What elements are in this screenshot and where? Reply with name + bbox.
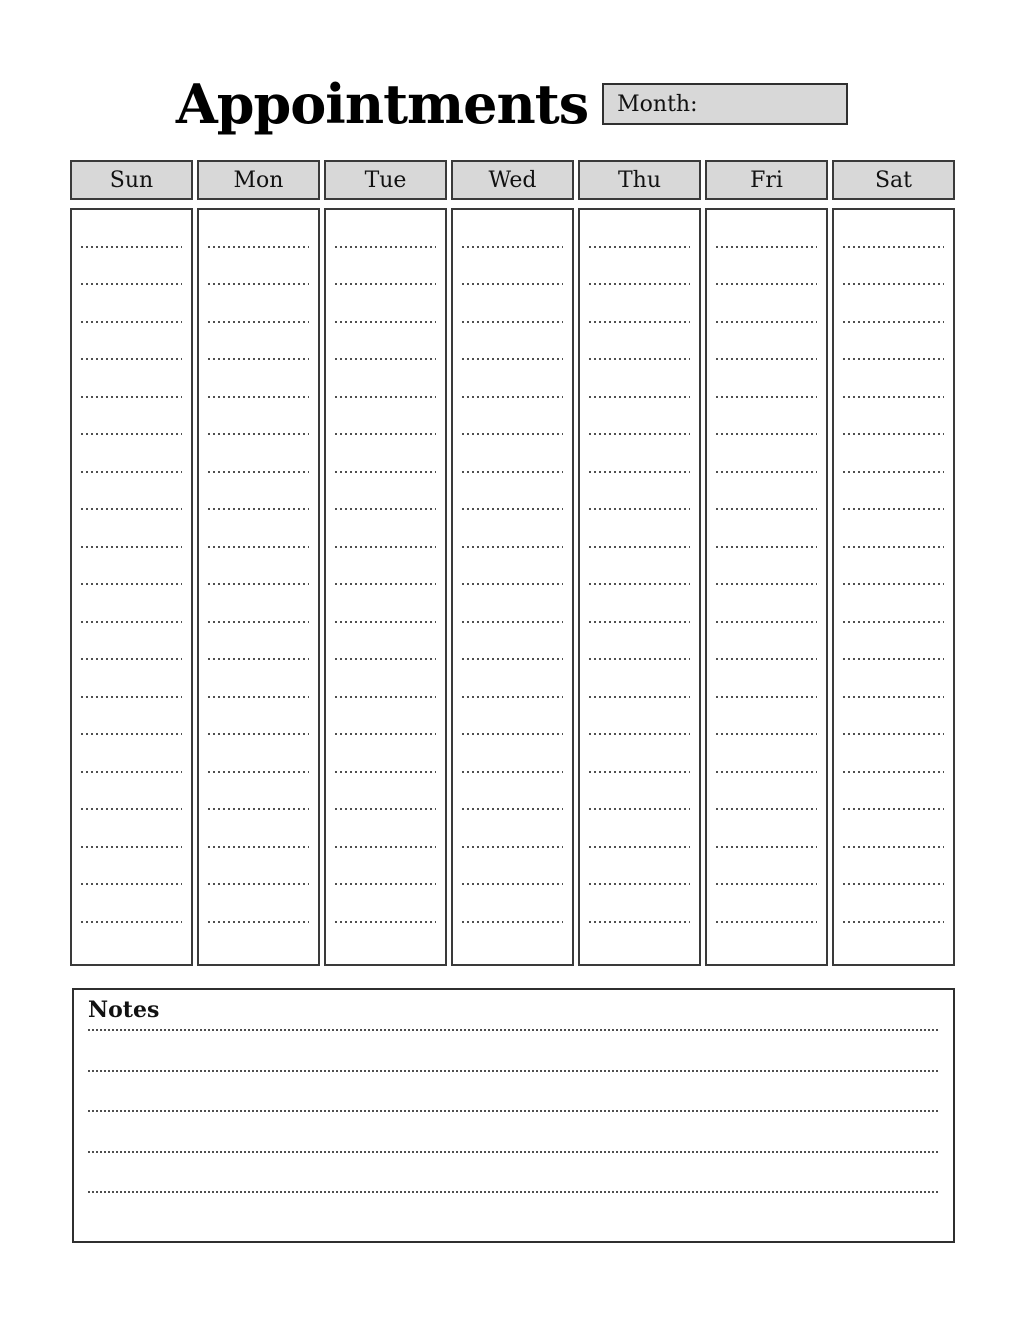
appointment-line <box>208 398 309 436</box>
appointment-line <box>716 323 817 361</box>
appointment-line <box>81 585 182 623</box>
day-header-thu: Thu <box>578 160 701 200</box>
appointment-line <box>208 585 309 623</box>
appointment-line <box>81 623 182 661</box>
appointment-line <box>589 398 690 436</box>
appointment-line <box>589 810 690 848</box>
appointment-line <box>843 698 944 736</box>
appointment-line <box>81 548 182 586</box>
appointment-line <box>716 885 817 923</box>
appointment-line <box>81 323 182 361</box>
appointment-line <box>843 585 944 623</box>
appointment-line <box>208 885 309 923</box>
appointment-line <box>335 398 436 436</box>
appointment-line <box>843 660 944 698</box>
appointment-line <box>208 248 309 286</box>
appointment-line <box>843 398 944 436</box>
appointment-line <box>589 735 690 773</box>
appointment-line <box>589 323 690 361</box>
appointment-line <box>589 660 690 698</box>
appointment-line <box>716 548 817 586</box>
appointment-line <box>462 885 563 923</box>
appointment-line <box>208 660 309 698</box>
notes-section <box>72 988 955 1243</box>
appointment-line <box>843 885 944 923</box>
appointment-line <box>81 773 182 811</box>
notes-line <box>88 1153 939 1194</box>
appointment-line <box>589 510 690 548</box>
appointment-line <box>589 210 690 248</box>
day-header-fri: Fri <box>705 160 828 200</box>
appointment-line <box>462 248 563 286</box>
appointment-line <box>462 435 563 473</box>
appointment-line <box>81 285 182 323</box>
appointment-line <box>589 698 690 736</box>
appointment-line <box>589 285 690 323</box>
appointment-line <box>843 623 944 661</box>
appointment-line <box>843 510 944 548</box>
appointment-line <box>462 360 563 398</box>
appointment-line <box>208 848 309 886</box>
day-column-thu <box>578 208 701 966</box>
month-field[interactable] <box>602 83 848 125</box>
page-title: Appointments <box>175 72 589 136</box>
month-field-label: Month: <box>617 91 698 117</box>
appointment-line <box>81 848 182 886</box>
appointment-line <box>589 885 690 923</box>
appointment-line <box>716 660 817 698</box>
appointment-line <box>843 360 944 398</box>
day-column-fri <box>705 208 828 966</box>
appointment-line <box>589 435 690 473</box>
appointment-line <box>843 473 944 511</box>
appointment-line <box>81 810 182 848</box>
appointment-line <box>589 548 690 586</box>
appointment-line <box>843 735 944 773</box>
appointment-line <box>335 473 436 511</box>
appointment-line <box>335 285 436 323</box>
appointment-line <box>208 285 309 323</box>
appointment-line <box>335 510 436 548</box>
appointment-line <box>81 660 182 698</box>
day-header-sat: Sat <box>832 160 955 200</box>
week-grid <box>70 160 955 966</box>
appointment-line <box>716 773 817 811</box>
appointment-line <box>81 473 182 511</box>
appointment-line <box>462 323 563 361</box>
appointment-line <box>843 773 944 811</box>
appointment-line <box>716 623 817 661</box>
appointment-line <box>208 323 309 361</box>
appointment-line <box>335 435 436 473</box>
appointment-line <box>335 323 436 361</box>
appointment-line <box>462 698 563 736</box>
appointment-line <box>208 210 309 248</box>
appointment-line <box>81 360 182 398</box>
week-header-row <box>70 160 955 200</box>
appointment-line <box>462 210 563 248</box>
appointment-line <box>589 623 690 661</box>
appointment-line <box>81 698 182 736</box>
appointment-line <box>81 885 182 923</box>
appointment-line <box>208 810 309 848</box>
appointment-line <box>208 773 309 811</box>
appointment-line <box>589 773 690 811</box>
appointment-line <box>843 548 944 586</box>
appointment-line <box>462 473 563 511</box>
notes-header-row <box>88 990 939 1031</box>
page-header <box>0 58 1024 150</box>
week-columns-row <box>70 208 955 966</box>
appointment-line <box>335 885 436 923</box>
appointment-line <box>462 510 563 548</box>
appointment-line <box>208 548 309 586</box>
appointment-line <box>716 735 817 773</box>
appointment-line <box>335 735 436 773</box>
appointment-line <box>589 360 690 398</box>
appointment-line <box>462 548 563 586</box>
appointment-line <box>81 735 182 773</box>
appointment-line <box>462 810 563 848</box>
appointment-line <box>335 848 436 886</box>
appointment-line <box>81 435 182 473</box>
appointment-line <box>716 435 817 473</box>
appointment-line <box>335 360 436 398</box>
appointment-line <box>843 810 944 848</box>
notes-line <box>88 1031 939 1072</box>
appointment-line <box>589 848 690 886</box>
appointment-line <box>335 585 436 623</box>
appointment-line <box>716 210 817 248</box>
day-header-sun: Sun <box>70 160 193 200</box>
appointment-line <box>462 398 563 436</box>
notes-label: Notes <box>88 997 160 1023</box>
appointment-line <box>716 248 817 286</box>
day-column-wed <box>451 208 574 966</box>
appointment-line <box>716 398 817 436</box>
appointment-line <box>716 473 817 511</box>
day-header-tue: Tue <box>324 160 447 200</box>
day-column-sun <box>70 208 193 966</box>
appointment-line <box>208 360 309 398</box>
notes-line <box>88 1072 939 1113</box>
appointment-line <box>208 735 309 773</box>
appointment-line <box>843 435 944 473</box>
appointment-line <box>716 848 817 886</box>
appointment-line <box>462 773 563 811</box>
appointment-line <box>335 773 436 811</box>
appointment-line <box>843 210 944 248</box>
appointment-line <box>81 398 182 436</box>
appointment-line <box>716 810 817 848</box>
appointment-line <box>716 585 817 623</box>
appointment-line <box>208 698 309 736</box>
appointment-line <box>335 248 436 286</box>
appointment-line <box>81 210 182 248</box>
appointment-line <box>843 248 944 286</box>
appointment-line <box>81 510 182 548</box>
appointment-line <box>843 848 944 886</box>
appointment-line <box>208 510 309 548</box>
day-column-mon <box>197 208 320 966</box>
day-column-sat <box>832 208 955 966</box>
appointment-line <box>462 735 563 773</box>
appointment-line <box>81 248 182 286</box>
appointment-line <box>843 323 944 361</box>
appointment-line <box>843 285 944 323</box>
appointment-line <box>335 698 436 736</box>
notes-lines <box>88 1031 939 1193</box>
day-header-wed: Wed <box>451 160 574 200</box>
appointment-line <box>208 473 309 511</box>
appointment-line <box>716 360 817 398</box>
appointment-line <box>462 285 563 323</box>
appointment-line <box>462 660 563 698</box>
day-header-mon: Mon <box>197 160 320 200</box>
appointment-line <box>208 623 309 661</box>
appointment-line <box>462 848 563 886</box>
appointment-line <box>716 285 817 323</box>
appointment-line <box>208 435 309 473</box>
appointment-line <box>462 623 563 661</box>
notes-line <box>88 1112 939 1153</box>
appointment-line <box>335 623 436 661</box>
appointment-line <box>589 473 690 511</box>
appointment-line <box>716 698 817 736</box>
appointment-line <box>462 585 563 623</box>
appointment-line <box>589 248 690 286</box>
appointment-line <box>335 660 436 698</box>
day-column-tue <box>324 208 447 966</box>
appointment-line <box>335 810 436 848</box>
appointment-line <box>589 585 690 623</box>
appointment-line <box>335 210 436 248</box>
appointment-line <box>335 548 436 586</box>
appointment-line <box>716 510 817 548</box>
